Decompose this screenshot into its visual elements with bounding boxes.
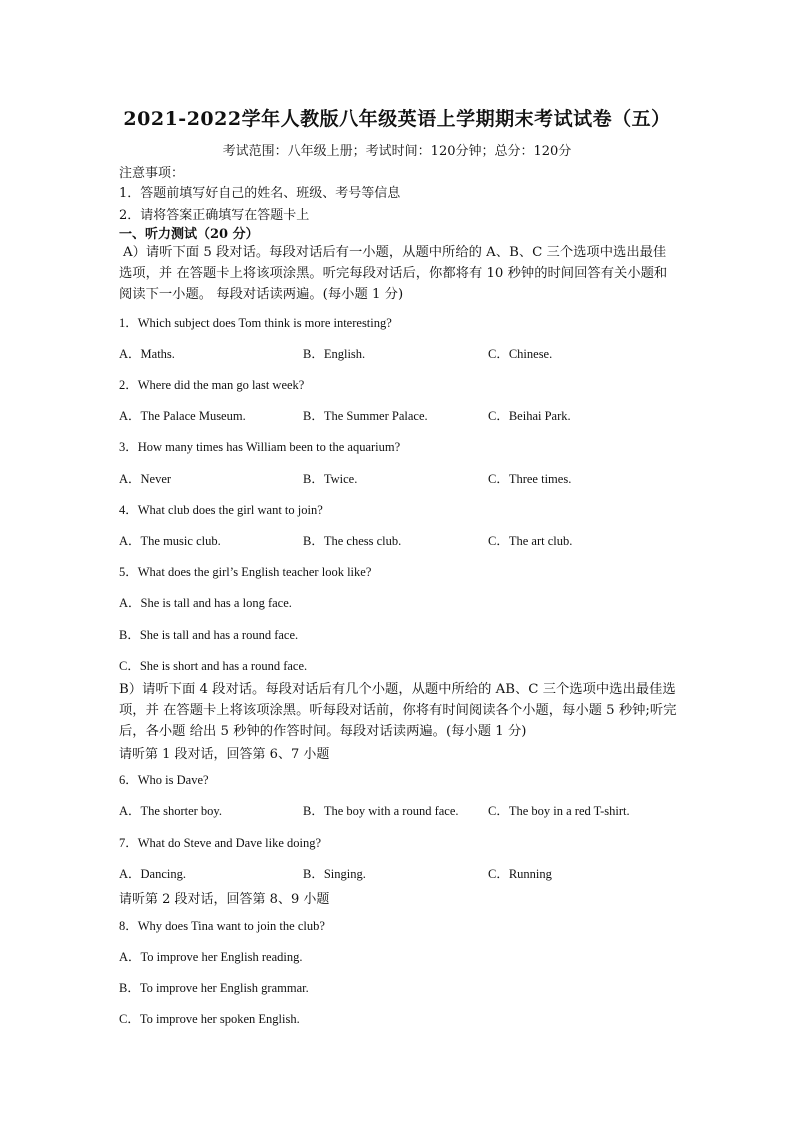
question-1: 1．Which subject does Tom think is more interesting? xyxy=(119,316,392,330)
q5-option-a: A．She is tall and has a long face. xyxy=(119,596,292,610)
question-2: 2．Where did the man go last week? xyxy=(119,378,305,392)
part-b-instruction: B）请听下面 4 段对话。每段对话后有几个小题，从题中所给的 AB、C 三个选项中选出最佳选项，并 在答题卡上将该项涂黑。听每段对话前，你将有时间阅读各个小题，每小题 5 秒钟;听完后，各小题 给出 5 秒钟的作答时间。每段对话读两遍。(每小题 1 分) xyxy=(119,682,677,739)
q8-option-b: B．To improve her English grammar. xyxy=(119,981,309,995)
q8-option-a: A．To improve her English reading. xyxy=(119,950,303,964)
q4-option-a: A．The music club. xyxy=(119,534,221,548)
q6-option-c: C．The boy in a red T-shirt. xyxy=(488,804,630,818)
question-6: 6．Who is Dave? xyxy=(119,773,209,787)
q8-option-c: C．To improve her spoken English. xyxy=(119,1012,300,1026)
dialog-1-note: 请听第 1 段对话，回答第 6、7 小题 xyxy=(119,747,330,762)
question-5: 5．What does the girl’s English teacher look like? xyxy=(119,565,372,579)
dialog-2-note: 请听第 2 段对话，回答第 8、9 小题 xyxy=(119,892,330,907)
q3-option-c: C．Three times. xyxy=(488,472,572,486)
q1-option-b: B．English. xyxy=(303,347,366,361)
page-title: 2021-2022学年人教版八年级英语上学期期末考试试卷（五） xyxy=(123,108,671,130)
q1-option-a: A．Maths. xyxy=(119,347,175,361)
question-8: 8．Why does Tina want to join the club? xyxy=(119,919,325,933)
q3-option-b: B．Twice. xyxy=(303,472,358,486)
q5-option-b: B．She is tall and has a round face. xyxy=(119,628,299,642)
question-7: 7．What do Steve and Dave like doing? xyxy=(119,836,322,850)
q2-option-a: A．The Palace Museum. xyxy=(119,409,246,423)
part-a-instruction: A）请听下面 5 段对话。每段对话后有一小题，从题中所给的 A、B、C 三个选项中选出最佳选项，并 在答题卡上将该项涂黑。听完每段对话后，你都将有 10 秒钟的时间回答有关小题和阅读下一小题。 每段对话读两遍。(每小题 1 分) xyxy=(119,245,668,302)
question-4: 4．What club does the girl want to join? xyxy=(119,503,323,517)
q5-option-c: C．She is short and has a round face. xyxy=(119,659,308,673)
question-3: 3．How many times has William been to the aquarium? xyxy=(119,440,401,454)
q7-option-a: A．Dancing. xyxy=(119,867,186,881)
section-heading: 一、听力测试（20 分） xyxy=(119,227,259,242)
q6-option-a: A．The shorter boy. xyxy=(119,804,222,818)
exam-info: 考试范围：八年级上册；考试时间：120分钟；总分：120分 xyxy=(222,144,572,159)
note-item-1: 1．答题前填写好自己的姓名、班级、考号等信息 xyxy=(119,186,401,201)
note-item-2: 2．请将答案正确填写在答题卡上 xyxy=(119,208,310,223)
q7-option-b: B．Singing. xyxy=(303,867,366,881)
q1-option-c: C．Chinese. xyxy=(488,347,553,361)
q6-option-b: B．The boy with a round face. xyxy=(303,804,459,818)
q2-option-c: C．Beihai Park. xyxy=(488,409,571,423)
q3-option-a: A．Never xyxy=(119,472,172,486)
q2-option-b: B．The Summer Palace. xyxy=(303,409,428,423)
q4-option-b: B．The chess club. xyxy=(303,534,402,548)
q7-option-c: C．Running xyxy=(488,867,552,881)
notes-heading: 注意事项： xyxy=(119,166,185,181)
q4-option-c: C．The art club. xyxy=(488,534,573,548)
